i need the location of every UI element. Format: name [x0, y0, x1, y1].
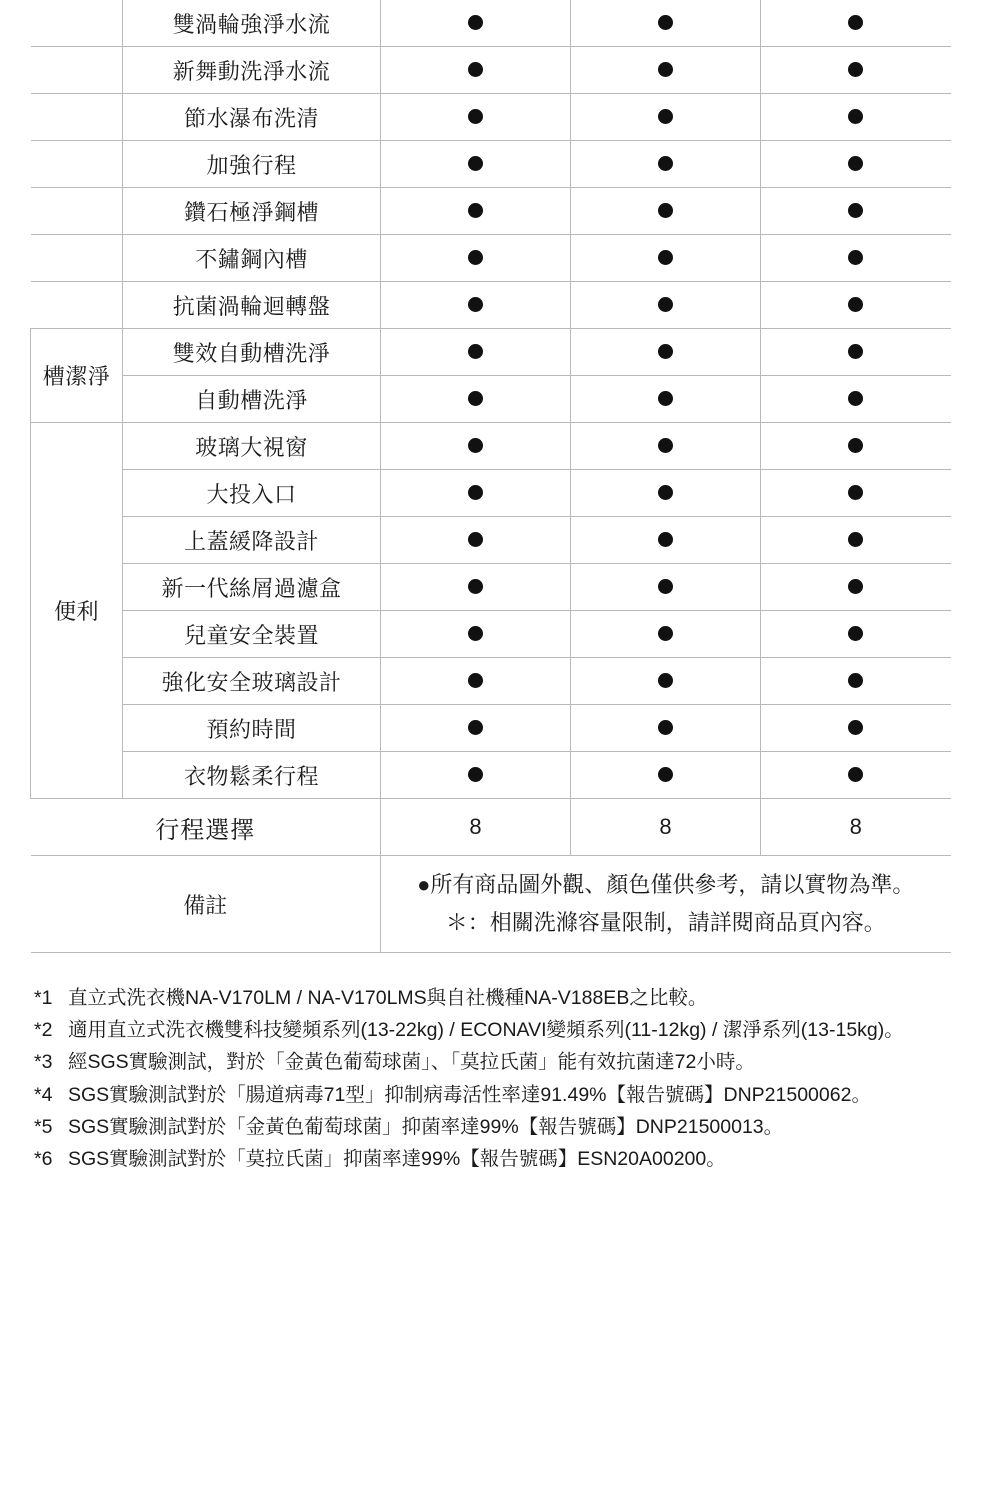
row-category [31, 235, 123, 282]
row-feature: 新一代絲屑過濾盒 [123, 564, 381, 611]
table-row [31, 0, 951, 47]
cell-model-2 [571, 188, 761, 235]
row-feature: 鑽石極淨鋼槽 [123, 188, 381, 235]
cell-model-3 [761, 705, 951, 752]
cell-model-3 [761, 47, 951, 94]
row-feature: 上蓋緩降設計 [123, 517, 381, 564]
footnote-text: SGS實驗測試對於「腸道病毒71型」抑制病毒活性率達91.49%【報告號碼】DNP21500062。 [68, 1083, 871, 1106]
footnote-item [34, 1047, 964, 1077]
cell-model-2 [571, 658, 761, 705]
filled-dot-icon [468, 203, 483, 218]
filled-dot-icon [468, 673, 483, 688]
table-row [31, 235, 951, 282]
footnote-item [34, 983, 964, 1013]
filled-dot-icon [848, 673, 863, 688]
cell-model-2 [571, 611, 761, 658]
cell-model-2 [571, 0, 761, 47]
row-feature: 新舞動洗淨水流 [123, 47, 381, 94]
filled-dot-icon [848, 297, 863, 312]
cell-model-1 [381, 188, 571, 235]
cell-model-1 [381, 94, 571, 141]
row-category-convenience: 便利 [31, 423, 123, 799]
row-category [31, 47, 123, 94]
cell-model-3 [761, 188, 951, 235]
table-row [31, 517, 951, 564]
cell-model-1 [381, 752, 571, 799]
footnote-mark: *4 [34, 1083, 53, 1106]
filled-dot-icon [468, 344, 483, 359]
cell-model-3 [761, 329, 951, 376]
notes-line-1: ●所有商品圖外觀、顏色僅供參考，請以實物為準。 [417, 871, 915, 897]
filled-dot-icon [658, 344, 673, 359]
cell-model-3 [761, 752, 951, 799]
footnote-mark: *2 [34, 1019, 53, 1042]
cell-model-3 [761, 423, 951, 470]
cell-model-2 [571, 517, 761, 564]
row-feature: 雙效自動槽洗淨 [123, 329, 381, 376]
cell-model-2 [571, 564, 761, 611]
filled-dot-icon [848, 720, 863, 735]
table-row [31, 141, 951, 188]
cell-model-1 [381, 423, 571, 470]
filled-dot-icon [468, 109, 483, 124]
cell-model-1 [381, 470, 571, 517]
cell-model-2 [571, 235, 761, 282]
filled-dot-icon [468, 438, 483, 453]
row-feature: 強化安全玻璃設計 [123, 658, 381, 705]
table-row-course-count [31, 799, 951, 856]
cell-model-1 [381, 611, 571, 658]
table-row [31, 47, 951, 94]
cell-model-1 [381, 47, 571, 94]
notes-line-2: ＊：相關洗滌容量限制，請詳閱商品頁內容。 [445, 910, 886, 935]
spec-comparison-table [30, 0, 951, 953]
filled-dot-icon [848, 109, 863, 124]
footnote-mark: *5 [34, 1115, 53, 1138]
filled-dot-icon [658, 156, 673, 171]
filled-dot-icon [468, 532, 483, 547]
table-row [31, 188, 951, 235]
row-category [31, 0, 123, 47]
cell-model-2 [571, 470, 761, 517]
cell-model-1 [381, 564, 571, 611]
cell-model-2 [571, 329, 761, 376]
filled-dot-icon [468, 391, 483, 406]
filled-dot-icon [468, 297, 483, 312]
table-row [31, 423, 951, 470]
row-feature: 衣物鬆柔行程 [123, 752, 381, 799]
row-category-tank-clean: 槽潔淨 [31, 329, 123, 423]
footnote-item [34, 1080, 964, 1110]
cell-model-1 [381, 658, 571, 705]
cell-model-2 [571, 141, 761, 188]
filled-dot-icon [848, 532, 863, 547]
cell-model-3 [761, 141, 951, 188]
filled-dot-icon [468, 767, 483, 782]
filled-dot-icon [658, 109, 673, 124]
filled-dot-icon [658, 720, 673, 735]
filled-dot-icon [468, 156, 483, 171]
footnote-item [34, 1112, 964, 1142]
table-row [31, 94, 951, 141]
cell-model-1 [381, 282, 571, 329]
filled-dot-icon [848, 438, 863, 453]
filled-dot-icon [658, 203, 673, 218]
cell-model-2 [571, 423, 761, 470]
row-feature: 兒童安全裝置 [123, 611, 381, 658]
cell-model-3 [761, 376, 951, 423]
filled-dot-icon [658, 579, 673, 594]
cell-model-3 [761, 94, 951, 141]
filled-dot-icon [468, 62, 483, 77]
cell-model-1 [381, 0, 571, 47]
table-row-notes [31, 856, 951, 953]
course-count-model-2: 8 [571, 799, 761, 856]
cell-model-1 [381, 376, 571, 423]
course-count-model-1: 8 [381, 799, 571, 856]
row-category [31, 141, 123, 188]
filled-dot-icon [848, 391, 863, 406]
filled-dot-icon [658, 532, 673, 547]
cell-model-2 [571, 282, 761, 329]
filled-dot-icon [848, 344, 863, 359]
table-row [31, 658, 951, 705]
cell-model-3 [761, 564, 951, 611]
cell-model-1 [381, 517, 571, 564]
row-category [31, 188, 123, 235]
filled-dot-icon [658, 250, 673, 265]
table-row [31, 705, 951, 752]
filled-dot-icon [468, 626, 483, 641]
cell-model-3 [761, 658, 951, 705]
filled-dot-icon [658, 15, 673, 30]
table-row [31, 752, 951, 799]
footnote-text: 經SGS實驗測試，對於「金黃色葡萄球菌」、「莫拉氏菌」能有效抗菌達72小時。 [68, 1051, 755, 1074]
table-row [31, 329, 951, 376]
cell-model-2 [571, 376, 761, 423]
footnote-mark: *3 [34, 1051, 53, 1074]
footnote-item [34, 1015, 964, 1045]
cell-model-3 [761, 470, 951, 517]
filled-dot-icon [658, 626, 673, 641]
spec-table-body [31, 0, 951, 953]
table-row [31, 611, 951, 658]
row-feature: 自動槽洗淨 [123, 376, 381, 423]
filled-dot-icon [468, 15, 483, 30]
row-feature: 加強行程 [123, 141, 381, 188]
course-count-model-3: 8 [761, 799, 951, 856]
filled-dot-icon [848, 767, 863, 782]
cell-model-2 [571, 705, 761, 752]
row-feature: 雙渦輪強淨水流 [123, 0, 381, 47]
filled-dot-icon [468, 720, 483, 735]
filled-dot-icon [848, 156, 863, 171]
filled-dot-icon [848, 579, 863, 594]
table-row [31, 282, 951, 329]
filled-dot-icon [658, 391, 673, 406]
cell-model-3 [761, 611, 951, 658]
filled-dot-icon [658, 297, 673, 312]
footnotes-section [34, 983, 964, 1174]
footnote-mark: *6 [34, 1148, 53, 1171]
filled-dot-icon [468, 579, 483, 594]
row-feature: 不鏽鋼內槽 [123, 235, 381, 282]
footnote-text: 直立式洗衣機NA-V170LM / NA-V170LMS與自社機種NA-V188EB之比較。 [68, 987, 708, 1009]
row-category [31, 94, 123, 141]
filled-dot-icon [658, 438, 673, 453]
row-feature: 大投入口 [123, 470, 381, 517]
table-row [31, 564, 951, 611]
filled-dot-icon [468, 485, 483, 500]
filled-dot-icon [658, 673, 673, 688]
footnote-text: SGS實驗測試對於「莫拉氏菌」抑菌率達99%【報告號碼】ESN20A00200。 [68, 1148, 726, 1171]
cell-model-3 [761, 282, 951, 329]
cell-model-3 [761, 0, 951, 47]
filled-dot-icon [658, 485, 673, 500]
filled-dot-icon [848, 626, 863, 641]
filled-dot-icon [658, 62, 673, 77]
row-feature: 節水瀑布洗清 [123, 94, 381, 141]
filled-dot-icon [848, 62, 863, 77]
cell-model-1 [381, 235, 571, 282]
footnote-text: 適用直立式洗衣機雙科技變頻系列(13-22kg) / ECONAVI變頻系列(11-12kg) / 潔淨系列(13-15kg)。 [68, 1019, 904, 1042]
cell-model-2 [571, 47, 761, 94]
cell-model-3 [761, 235, 951, 282]
table-row [31, 376, 951, 423]
filled-dot-icon [658, 767, 673, 782]
row-feature: 玻璃大視窗 [123, 423, 381, 470]
cell-model-3 [761, 517, 951, 564]
table-row [31, 470, 951, 517]
notes-label: 備註 [31, 856, 381, 953]
filled-dot-icon [848, 250, 863, 265]
row-category [31, 282, 123, 329]
row-feature: 抗菌渦輪迴轉盤 [123, 282, 381, 329]
footnote-item [34, 1144, 964, 1174]
cell-model-1 [381, 329, 571, 376]
course-count-label: 行程選擇 [31, 799, 381, 856]
filled-dot-icon [468, 250, 483, 265]
cell-model-2 [571, 94, 761, 141]
filled-dot-icon [848, 203, 863, 218]
footnote-text: SGS實驗測試對於「金黃色葡萄球菌」抑菌率達99%【報告號碼】DNP21500013。 [68, 1115, 784, 1138]
cell-model-1 [381, 705, 571, 752]
filled-dot-icon [848, 485, 863, 500]
filled-dot-icon [848, 15, 863, 30]
cell-model-2 [571, 752, 761, 799]
row-feature: 預約時間 [123, 705, 381, 752]
footnote-mark: *1 [34, 987, 53, 1009]
cell-model-1 [381, 141, 571, 188]
notes-body [381, 856, 951, 953]
